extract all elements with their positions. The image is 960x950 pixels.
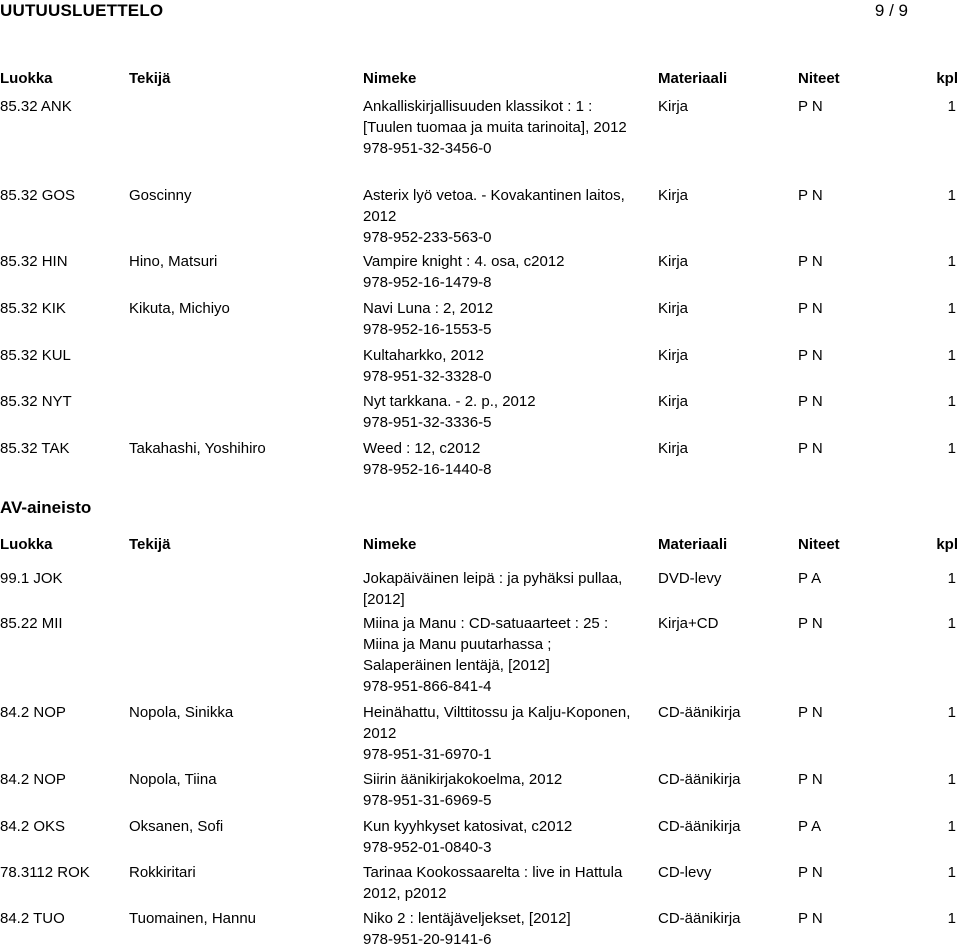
row-kpl: 1 — [947, 704, 956, 721]
isbn-text: 978-951-32-3336-5 — [363, 414, 492, 431]
header-tekija: Tekijä — [129, 536, 171, 553]
row-luokka: 85.32 NYT — [0, 393, 72, 410]
row-luokka: 85.22 MII — [0, 615, 63, 632]
row-kpl: 1 — [947, 300, 956, 317]
title-text: Siirin äänikirjakokoelma, 2012 — [363, 771, 563, 788]
row-nimeke — [363, 251, 633, 293]
row-nimeke — [363, 908, 633, 950]
av-column-header — [0, 536, 960, 556]
row-luokka: 99.1 JOK — [0, 570, 63, 587]
row-nimeke — [363, 438, 633, 480]
row-nimeke — [363, 568, 633, 610]
row-kpl: 1 — [947, 347, 956, 364]
page-number: 9 / 9 — [874, 1, 908, 20]
row-luokka: 85.32 KUL — [0, 347, 71, 364]
row-tekija: Rokkiritari — [129, 864, 196, 881]
row-luokka: 78.3112 ROK — [0, 864, 90, 881]
row-tekija: Kikuta, Michiyo — [129, 300, 230, 317]
row-tekija: Goscinny — [129, 187, 192, 204]
row-nimeke — [363, 816, 633, 858]
row-tekija: Tuomainen, Hannu — [129, 910, 257, 927]
row-nimeke — [363, 702, 633, 765]
title-text: Navi Luna : 2, 2012 — [363, 300, 494, 317]
document-title: UUTUUSLUETTELO — [0, 1, 164, 20]
row-niteet: P N — [798, 300, 823, 317]
row-materiaali: DVD-levy — [658, 570, 722, 587]
header-kpl: kpl — [936, 70, 958, 87]
header-nimeke: Nimeke — [363, 536, 417, 553]
row-niteet: P N — [798, 910, 823, 927]
row-kpl: 1 — [947, 187, 956, 204]
title-text: Heinähattu, Vilttitossu ja Kalju-Koponen, 2012 — [363, 704, 631, 742]
title-text: Miina ja Manu : CD-satuaarteet : 25 : Miina ja Manu puutarhassa ; Salaperäinen lentäjä, [2012] — [363, 615, 609, 674]
row-kpl: 1 — [947, 393, 956, 410]
row-luokka: 85.32 GOS — [0, 187, 76, 204]
row-kpl: 1 — [947, 440, 956, 457]
header-luokka: Luokka — [0, 536, 53, 553]
title-text: Nyt tarkkana. - 2. p., 2012 — [363, 393, 536, 410]
row-niteet: P N — [798, 864, 823, 881]
row-luokka: 85.32 KIK — [0, 300, 66, 317]
isbn-text: 978-952-233-563-0 — [363, 229, 492, 246]
title-text: Asterix lyö vetoa. - Kovakantinen laitos, 2012 — [363, 187, 625, 225]
row-nimeke — [363, 185, 633, 248]
row-materiaali: Kirja — [658, 253, 689, 270]
row-niteet: P N — [798, 253, 823, 270]
row-tekija: Nopola, Sinikka — [129, 704, 234, 721]
header-kpl: kpl — [936, 536, 958, 553]
row-tekija: Hino, Matsuri — [129, 253, 218, 270]
row-kpl: 1 — [947, 771, 956, 788]
row-nimeke — [363, 345, 633, 387]
row-niteet: P N — [798, 98, 823, 115]
row-nimeke — [363, 769, 633, 811]
row-luokka: 85.32 HIN — [0, 253, 68, 270]
title-text: Tarinaa Kookossaarelta : live in Hattula 2012, p2012 — [363, 864, 623, 902]
av-section-title: AV-aineisto — [0, 498, 92, 517]
title-text: Vampire knight : 4. osa, c2012 — [363, 253, 565, 270]
row-kpl: 1 — [947, 253, 956, 270]
row-materiaali: CD-äänikirja — [658, 818, 741, 835]
title-text: Niko 2 : lentäjäveljekset, [2012] — [363, 910, 571, 927]
isbn-text: 978-952-16-1440-8 — [363, 461, 492, 478]
row-tekija: Nopola, Tiina — [129, 771, 217, 788]
row-niteet: P N — [798, 393, 823, 410]
row-niteet: P N — [798, 615, 823, 632]
row-nimeke — [363, 96, 633, 159]
title-text: Kun kyyhkyset katosivat, c2012 — [363, 818, 573, 835]
header-materiaali: Materiaali — [658, 536, 728, 553]
header-materiaali: Materiaali — [658, 70, 728, 87]
row-luokka: 84.2 OKS — [0, 818, 66, 835]
row-kpl: 1 — [947, 615, 956, 632]
row-tekija: Takahashi, Yoshihiro — [129, 440, 266, 457]
isbn-text: 978-952-16-1479-8 — [363, 274, 492, 291]
row-kpl: 1 — [947, 864, 956, 881]
header-nimeke: Nimeke — [363, 70, 417, 87]
books-column-header — [0, 70, 960, 90]
isbn-text: 978-951-31-6969-5 — [363, 792, 492, 809]
row-nimeke — [363, 391, 633, 433]
row-materiaali: Kirja+CD — [658, 615, 719, 632]
title-text: Jokapäiväinen leipä : ja pyhäksi pullaa, [2012] — [363, 570, 623, 608]
row-materiaali: Kirja — [658, 187, 689, 204]
row-nimeke — [363, 613, 633, 697]
header-niteet: Niteet — [798, 536, 840, 553]
row-niteet: P A — [798, 818, 822, 835]
title-text: Ankalliskirjallisuuden klassikot : 1 : [Tuulen tuomaa ja muita tarinoita], 2012 — [363, 98, 627, 136]
row-materiaali: Kirja — [658, 300, 689, 317]
row-nimeke — [363, 298, 633, 340]
row-luokka: 84.2 NOP — [0, 771, 66, 788]
isbn-text: 978-951-31-6970-1 — [363, 746, 492, 763]
isbn-text: 978-952-16-1553-5 — [363, 321, 492, 338]
row-niteet: P A — [798, 570, 822, 587]
row-kpl: 1 — [947, 570, 956, 587]
row-materiaali: CD-äänikirja — [658, 910, 741, 927]
isbn-text: 978-952-01-0840-3 — [363, 839, 492, 856]
row-luokka: 85.32 ANK — [0, 98, 72, 115]
title-text: Kultaharkko, 2012 — [363, 347, 484, 364]
row-niteet: P N — [798, 187, 823, 204]
row-materiaali: CD-äänikirja — [658, 704, 741, 721]
row-niteet: P N — [798, 704, 823, 721]
row-tekija: Oksanen, Sofi — [129, 818, 224, 835]
title-text: Weed : 12, c2012 — [363, 440, 481, 457]
isbn-text: 978-951-32-3456-0 — [363, 140, 492, 157]
isbn-text: 978-951-32-3328-0 — [363, 368, 492, 385]
row-materiaali: Kirja — [658, 347, 689, 364]
row-materiaali: Kirja — [658, 440, 689, 457]
row-niteet: P N — [798, 440, 823, 457]
row-kpl: 1 — [947, 98, 956, 115]
row-niteet: P N — [798, 771, 823, 788]
row-nimeke — [363, 862, 633, 904]
row-materiaali: Kirja — [658, 98, 689, 115]
row-niteet: P N — [798, 347, 823, 364]
header-niteet: Niteet — [798, 70, 840, 87]
row-kpl: 1 — [947, 910, 956, 927]
row-luokka: 84.2 TUO — [0, 910, 65, 927]
row-luokka: 84.2 NOP — [0, 704, 66, 721]
isbn-text: 978-951-20-9141-6 — [363, 931, 492, 948]
row-luokka: 85.32 TAK — [0, 440, 70, 457]
row-kpl: 1 — [947, 818, 956, 835]
isbn-text: 978-951-866-841-4 — [363, 678, 492, 695]
header-tekija: Tekijä — [129, 70, 171, 87]
row-materiaali: CD-äänikirja — [658, 771, 741, 788]
row-materiaali: CD-levy — [658, 864, 712, 881]
header-luokka: Luokka — [0, 70, 53, 87]
row-materiaali: Kirja — [658, 393, 689, 410]
